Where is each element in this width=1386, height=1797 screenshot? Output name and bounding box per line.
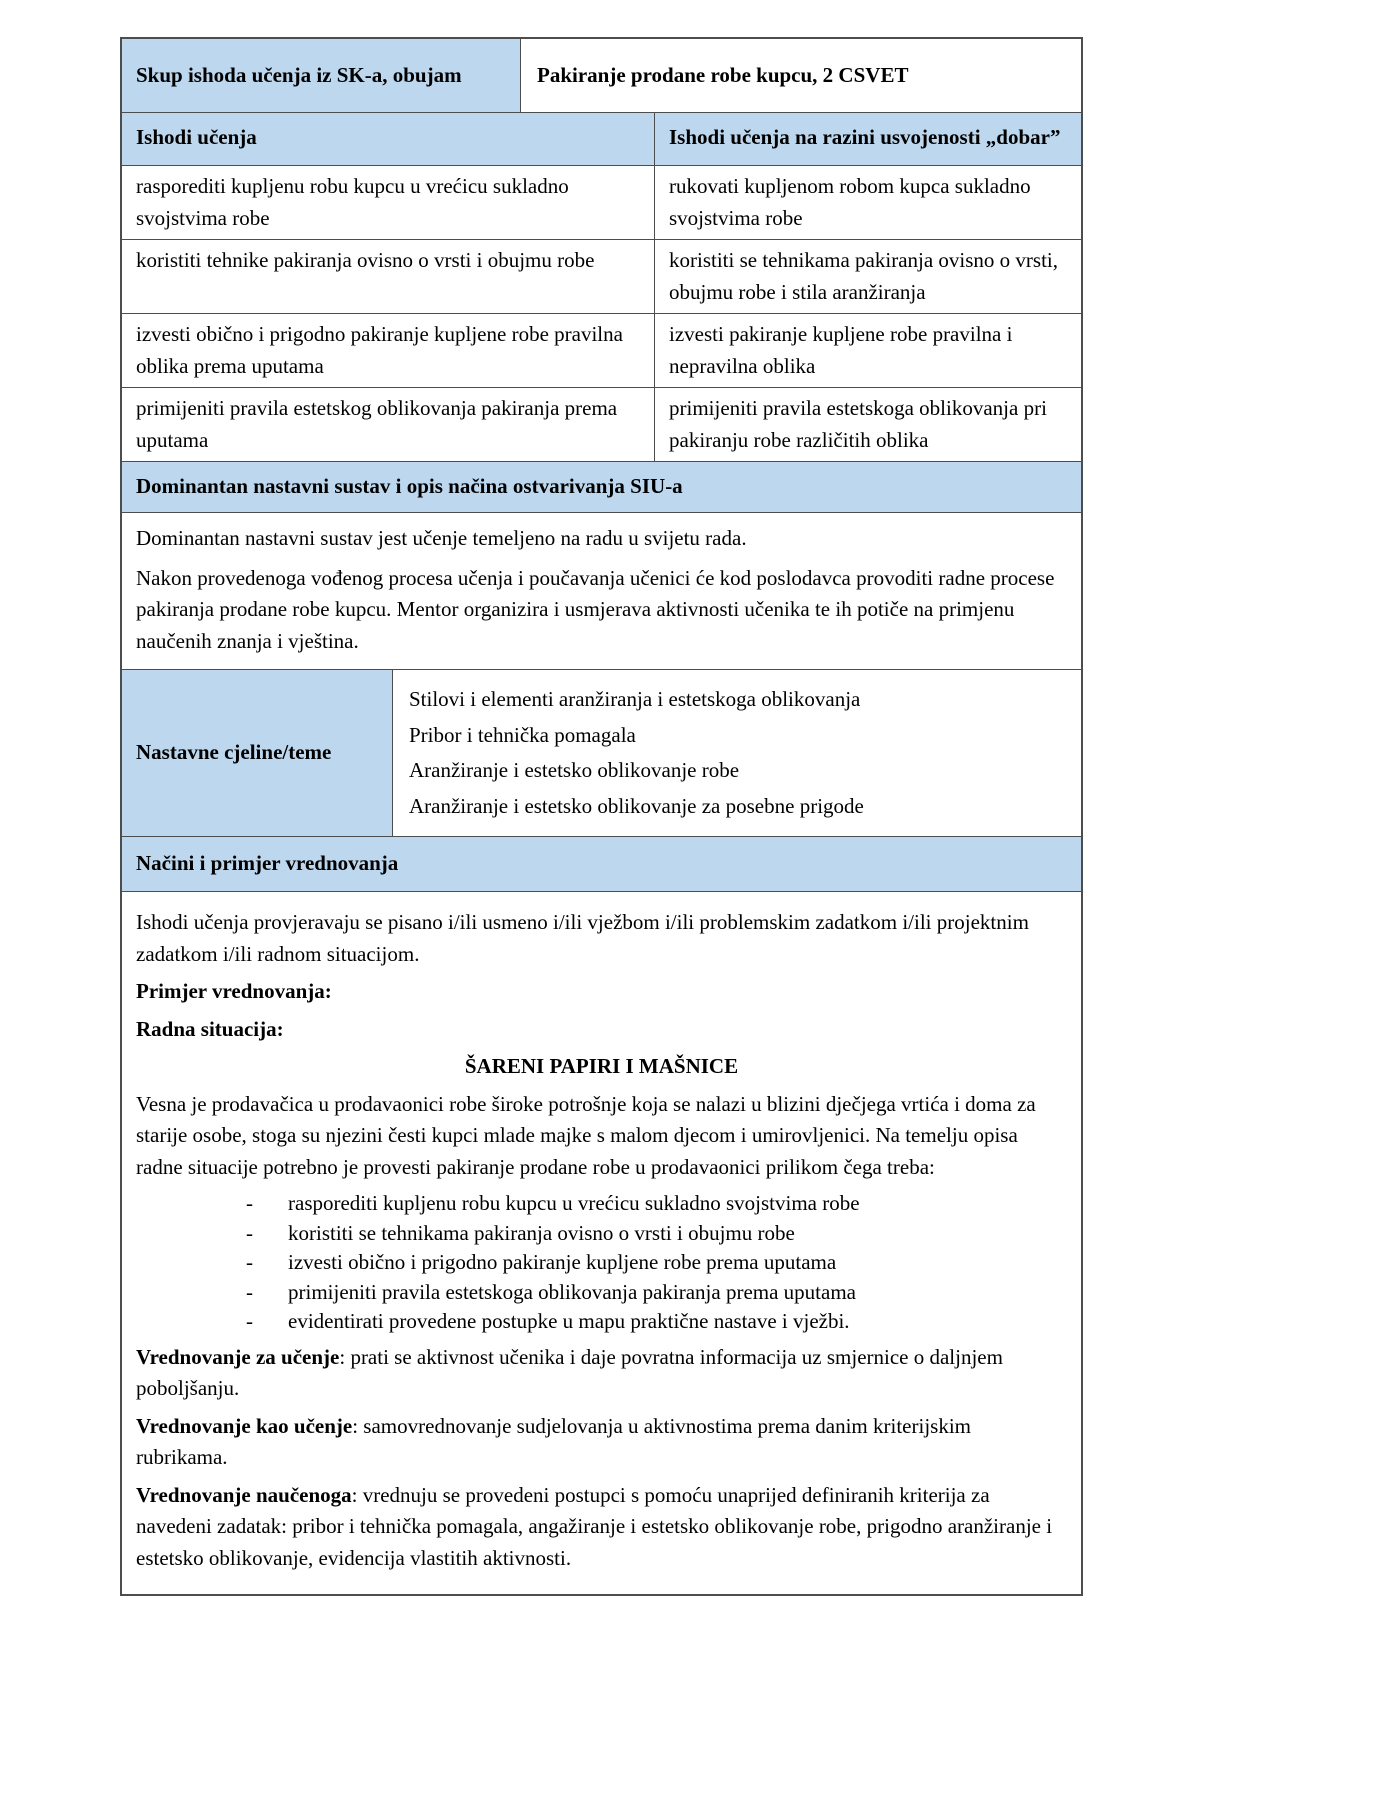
topic-item: Stilovi i elementi aranžiranja i estetskoga oblikovanja xyxy=(409,687,861,711)
curriculum-table xyxy=(120,37,1083,1596)
outcome-row xyxy=(122,165,1081,239)
units-topics xyxy=(392,670,1081,836)
dominant-paragraph: Dominantan nastavni sustav jest učenje temeljeno na radu u svijetu rada. xyxy=(136,526,747,550)
title-row-value: Pakiranje prodane robe kupcu, 2 CSVET xyxy=(520,39,1081,112)
dash-marker: - xyxy=(246,1279,253,1304)
dash-marker: - xyxy=(246,1250,253,1275)
dash-marker: - xyxy=(246,1309,253,1334)
units-row xyxy=(122,669,1081,836)
title-row-label: Skup ishoda učenja iz SK-a, obujam xyxy=(122,39,520,112)
topic-item: Aranžiranje i estetsko oblikovanje robe xyxy=(409,758,740,782)
evaluation-paragraph xyxy=(136,1480,1067,1575)
evaluation-text: : prati se aktivnost učenika i daje povratna informacija uz smjernice o daljnjem poboljšanju. xyxy=(136,1344,1003,1401)
task-text: rasporediti kupljenu robu kupcu u vrećicu sukladno svojstvima robe xyxy=(288,1191,860,1215)
task-list xyxy=(246,1189,1067,1336)
task-item xyxy=(246,1248,1067,1277)
units-label: Nastavne cjeline/teme xyxy=(122,670,392,836)
outcomes-col2-header: Ishodi učenja na razini usvojenosti „dobar” xyxy=(654,113,1081,165)
task-text: koristiti se tehnikama pakiranja ovisno o vrsti i obujmu robe xyxy=(288,1220,795,1245)
outcome-row xyxy=(122,239,1081,313)
outcome-right: koristiti se tehnikama pakiranja ovisno o vrsti, obujmu robe i stila aranžiranja xyxy=(654,240,1081,313)
topic-item: Pribor i tehnička pomagala xyxy=(409,722,636,747)
task-text: evidentirati provedene postupke u mapu praktične nastave i vježbi. xyxy=(288,1309,850,1334)
topic-item: Aranžiranje i estetsko oblikovanje za posebne prigode xyxy=(409,793,864,818)
evaluation-label: Vrednovanje kao učenje xyxy=(136,1413,353,1438)
outcome-left: koristiti tehnike pakiranja ovisno o vrsti i obujmu robe xyxy=(136,248,595,272)
outcome-right: rukovati kupljenom robom kupca sukladno svojstvima robe xyxy=(654,166,1081,239)
dash-marker: - xyxy=(246,1220,253,1245)
title-row xyxy=(122,39,1081,112)
evaluation-section-header: Načini i primjer vrednovanja xyxy=(122,837,1081,891)
task-item xyxy=(246,1189,1067,1218)
evaluation-paragraph xyxy=(136,1411,1067,1474)
outcome-row xyxy=(122,313,1081,387)
task-text: izvesti obično i prigodno pakiranje kupljene robe prema uputama xyxy=(288,1250,837,1275)
situation-title: ŠARENI PAPIRI I MAŠNICE xyxy=(464,1054,739,1078)
evaluation-text: : samovrednovanje sudjelovanja u aktivnostima prema danim kriterijskim rubrikama. xyxy=(136,1413,971,1470)
task-item xyxy=(246,1219,1067,1248)
dash-marker: - xyxy=(246,1191,253,1215)
dominant-paragraph: Nakon provedenoga vođenog procesa učenja i poučavanja učenici će kod poslodavca provoditi radne procese pakiranja prodane robe kupcu. Mentor organizira i usmjerava aktivnosti učenika te ih potiče na primjenu naučenih znanja i vještina. xyxy=(136,565,1055,653)
evaluation-section-header-row xyxy=(122,836,1081,891)
situation-label: Radna situacija: xyxy=(136,1016,284,1041)
outcomes-header-row xyxy=(122,112,1081,165)
outcome-left: rasporediti kupljenu robu kupcu u vrećicu sukladno svojstvima robe xyxy=(136,174,569,230)
task-item xyxy=(246,1278,1067,1307)
outcome-left: izvesti obično i prigodno pakiranje kupljene robe pravilna oblika prema uputama xyxy=(136,322,623,378)
outcome-right: izvesti pakiranje kupljene robe pravilna i nepravilna oblika xyxy=(654,314,1081,387)
dominant-section-header-row xyxy=(122,461,1081,512)
outcome-left: primijeniti pravila estetskog oblikovanja pakiranja prema uputama xyxy=(136,396,618,452)
outcome-row xyxy=(122,387,1081,461)
task-text: primijeniti pravila estetskoga oblikovanja pakiranja prema uputama xyxy=(288,1279,856,1304)
outcomes-col1-header: Ishodi učenja xyxy=(122,113,654,165)
situation-text: Vesna je prodavačica u prodavaonici robe široke potrošnje koja se nalazi u blizini dječjega vrtića i doma za starije osobe, stoga su njezini česti kupci mlade majke s malom djecom i umirovljenici. Na temelju opisa radne situacije potrebno je provesti pakiranje prodane robe u prodavaonici prilikom čega treba: xyxy=(136,1091,1036,1179)
dominant-section-header: Dominantan nastavni sustav i opis načina ostvarivanja SIU-a xyxy=(122,462,1081,512)
evaluation-section-body xyxy=(122,891,1081,1594)
outcome-right: primijeniti pravila estetskoga oblikovanja pri pakiranju robe različitih oblika xyxy=(654,388,1081,461)
evaluation-paragraph xyxy=(136,1342,1067,1405)
task-item xyxy=(246,1307,1067,1336)
example-label: Primjer vrednovanja: xyxy=(136,979,332,1003)
evaluation-intro: Ishodi učenja provjeravaju se pisano i/ili usmeno i/ili vježbom i/ili problemskim zadatkom i/ili projektnim zadatkom i/ili radnom situacijom. xyxy=(136,910,1029,966)
evaluation-label: Vrednovanje naučenoga xyxy=(136,1482,352,1507)
evaluation-label: Vrednovanje za učenje xyxy=(136,1344,340,1369)
dominant-section-body xyxy=(122,512,1081,669)
evaluation-text: : vrednuju se provedeni postupci s pomoću unaprijed definiranih kriterija za navedeni zadatak: pribor i tehnička pomagala, angažiranje i estetsko oblikovanje robe, prigodno aranžiranje i estetsko oblikovanje, evidencija vlastitih aktivnosti. xyxy=(136,1482,1053,1570)
